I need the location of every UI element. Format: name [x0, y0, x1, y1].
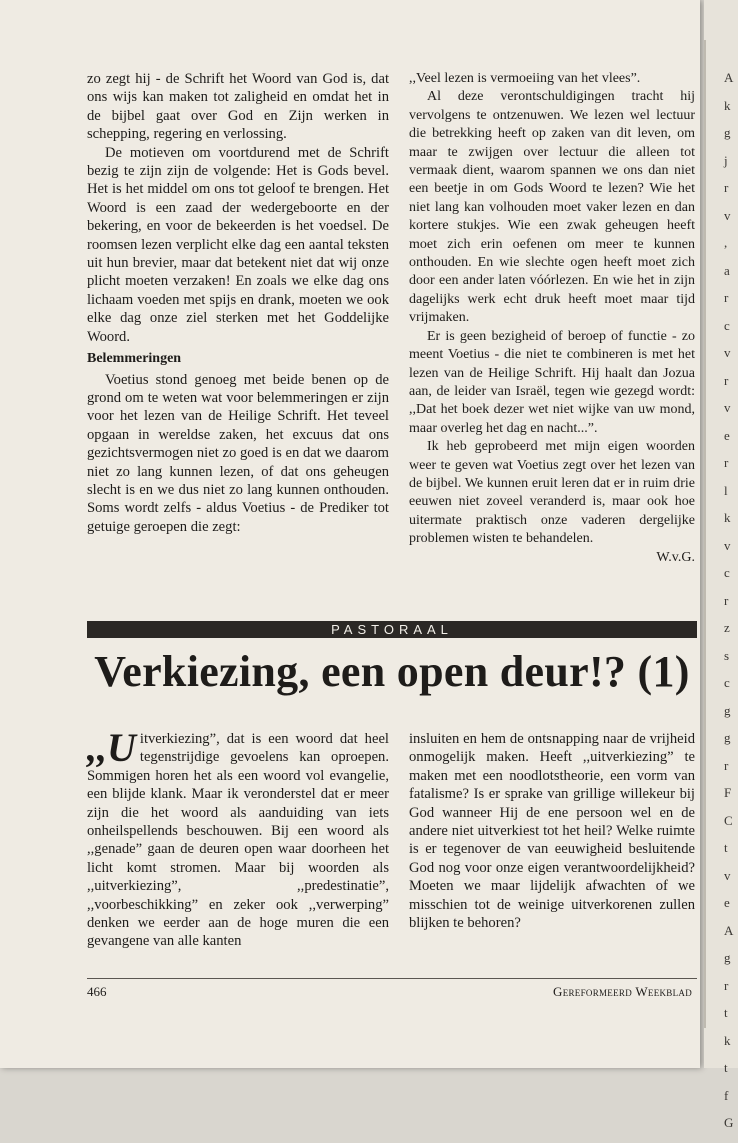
adjacent-page-fragment: k: [724, 510, 731, 525]
adjacent-page-fragment: r: [724, 372, 729, 388]
paragraph: Er is geen bezigheid of beroep of functie - zo meent Voetius - die niet te combineren is met het lezen van de Heilige Schrift. Hij haalt dan Jozua aan, de leider van Israël, tegen wie gezegd wordt: ,,Dat het boek dezer wet niet wijke van uw mond, maar overleg het dag en nacht...”.: [409, 328, 695, 436]
paragraph: zo zegt hij - de Schrift het Woord van God is, dat ons wijs kan maken tot zaligheid en omdat het in de bijbel gaat over God en Zijn werken in schepping, regering en verlossing.: [87, 71, 389, 143]
adjacent-page-fragment: t: [724, 840, 728, 855]
adjacent-page-fragment: k: [724, 97, 731, 113]
adjacent-page-fragment: t: [724, 1060, 728, 1075]
section-rubric: PASTORAAL: [87, 621, 697, 638]
article-column-4: [409, 730, 695, 932]
adjacent-page-fragment: v: [724, 867, 731, 883]
adjacent-page-fragment: c: [724, 317, 730, 333]
adjacent-page-fragment: C: [724, 812, 733, 828]
page-gutter: [704, 40, 706, 1028]
adjacent-page-fragment: v: [724, 537, 731, 553]
adjacent-page-fragment: e: [724, 427, 730, 443]
adjacent-page-fragment: G: [724, 1115, 734, 1130]
adjacent-page-fragment: j: [724, 152, 728, 168]
adjacent-page-fragment: r: [724, 757, 729, 773]
adjacent-page-fragment: z: [724, 620, 730, 635]
adjacent-page-fragment: A: [724, 70, 734, 85]
adjacent-page-fragment: g: [724, 730, 731, 745]
drop-cap: ,,U: [87, 725, 136, 770]
paragraph: [87, 725, 389, 951]
paragraph-text: itverkiezing”, dat is een woord dat heel tegenstrijdige gevoelens kan oproepen. Sommigen horen het als een woord vol evangelie, een blijde klank. Maar ik veronderstel dat er meer zijn die het woord als aanduiding van iets onheilspellends beschouwen. Bij een woord als ,,genade” gaan de deuren open waar doorheen het licht komt stromen. Maar bij woorden als ,,uitverkiezing”, ,,predestinatie”, ,,voorbeschikking” en zeker ook ,,verwerping” denken we eerder aan de hoge muren die een gevangene van alle kanten: [87, 731, 389, 950]
adjacent-page-fragment: r: [724, 180, 729, 195]
adjacent-page-fragment: a: [724, 262, 730, 278]
adjacent-page-fragment: f: [724, 1087, 729, 1103]
adjacent-page-fragment: c: [724, 565, 730, 580]
page-number: 466: [87, 984, 107, 999]
adjacent-page-fragment: c: [724, 675, 730, 690]
paragraph: Voetius stond genoeg met beide benen op de grond om te weten wat voor belemmeringen er zijn voor het lezen van de Heilige Schrift. Het teveel opgaan in wereldse zaken, het excuus dat ons gezichtsvermogen niet zo goed is en dat we daarom niet zo lang kunnen lezen, of dat ons geheugen slecht is en we dus niet zo lang kunnen onthouden. Soms wordt zelfs - aldus Voetius - de Prediker tot getuige geroepen die zegt:: [87, 371, 389, 535]
paragraph: Al deze verontschuldigingen tracht hij vervolgens te ontzenuwen. We lezen wel lectuur die betrekking heeft op zaken van dit leven, om maar te zwijgen over lectuur die alleen tot vermaak dient, waarom spannen we ons dan niet een beetje in om Gods Woord te lezen? Wie het niet lang kan volhouden moet vaker lezen en dan kortere stukjes. Wie een zwak geheugen heeft moet zich erin oefenen om meer te kunnen onthouden. En wie slechte ogen heeft moet zich door een ander laten vóórlezen. En wie het in zijn dagelijks werk echt druk heeft moet maar tijd vrijmaken.: [409, 89, 695, 326]
adjacent-page-fragment: r: [724, 290, 729, 305]
adjacent-page-fragment: v: [724, 400, 731, 415]
adjacent-page-fragment: t: [724, 1005, 728, 1020]
adjacent-page-fragment: g: [724, 125, 731, 140]
adjacent-page-fragment: A: [724, 922, 734, 938]
article-column-2: [409, 70, 695, 567]
adjacent-page-text: [724, 70, 733, 1143]
adjacent-page-fragment: l: [724, 482, 728, 498]
adjacent-page-fragment: v: [724, 345, 731, 360]
publication-name: Gereformeerd Weekblad: [553, 984, 692, 999]
adjacent-page-fragment: r: [724, 592, 729, 608]
adjacent-page-fragment: s: [724, 647, 730, 663]
adjacent-page-fragment: r: [724, 977, 729, 993]
paragraph: ,,Veel lezen is vermoeiing van het vlees”.: [409, 71, 641, 86]
adjacent-page-fragment: F: [724, 785, 732, 800]
adjacent-page-fragment: ,: [724, 235, 728, 250]
adjacent-page-edge: [704, 0, 738, 1130]
adjacent-page-fragment: k: [724, 1032, 731, 1048]
article-column-1: [87, 70, 389, 536]
article-column-3: [87, 725, 389, 951]
paragraph: insluiten en hem de ontsnapping naar de vrijheid onmogelijk maken. Heeft ,,uitverkiezing” te maken met een noodlotstheorie, een vorm van fatalisme? Is er sprake van grillige willekeur bij God wanneer Hij de ene persoon wel en de andere niet uitverkiest tot het heil? Welke ruimte is er tegenover de van eeuwigheid besluitende God nog voor onze eigen verantwoordelijkheid? Moeten we maar lijdelijk afwachten of we misschien tot de weinige uitverkorenen zullen blijken te behoren?: [409, 731, 695, 932]
paragraph: De motieven om voortdurend met de Schrift bezig te zijn zijn de volgende: Het is Gods bevel. Het is het middel om ons tot geloof te brengen. Het Woord is een zaad der wedergeboorte en der bekering, en voor de bekeerden is het voedsel. De roomsen lezen verplicht elke dag een aantal teksten uit hun brevier, maar dat betekent niet dat wij onze plicht moeten verzaken! En zoals we elke dag ons lichaam voeden met spijs en drank, moeten we ook elke dag onze ziel sterken met het Goddelijke Woord.: [87, 144, 389, 345]
article-headline: Verkiezing, een open deur!? (1): [94, 647, 690, 696]
adjacent-page-fragment: g: [724, 950, 731, 965]
adjacent-page-fragment: g: [724, 702, 731, 718]
footer-divider: [87, 978, 697, 979]
paragraph: Ik heb geprobeerd met mijn eigen woorden weer te geven wat Voetius zegt over het lezen van de bijbel. We kunnen eruit leren dat er in ruim drie eeuwen niet zoveel veranderd is, maar ook hoe uitermate praktisch onze vaderen dergelijke problemen wisten te behandelen.: [409, 439, 695, 547]
adjacent-page-fragment: r: [724, 455, 729, 470]
adjacent-page-fragment: v: [724, 207, 731, 223]
author-signature: W.v.G.: [656, 549, 695, 565]
adjacent-page-fragment: e: [724, 895, 730, 910]
subheading: Belemmeringen: [87, 351, 182, 367]
